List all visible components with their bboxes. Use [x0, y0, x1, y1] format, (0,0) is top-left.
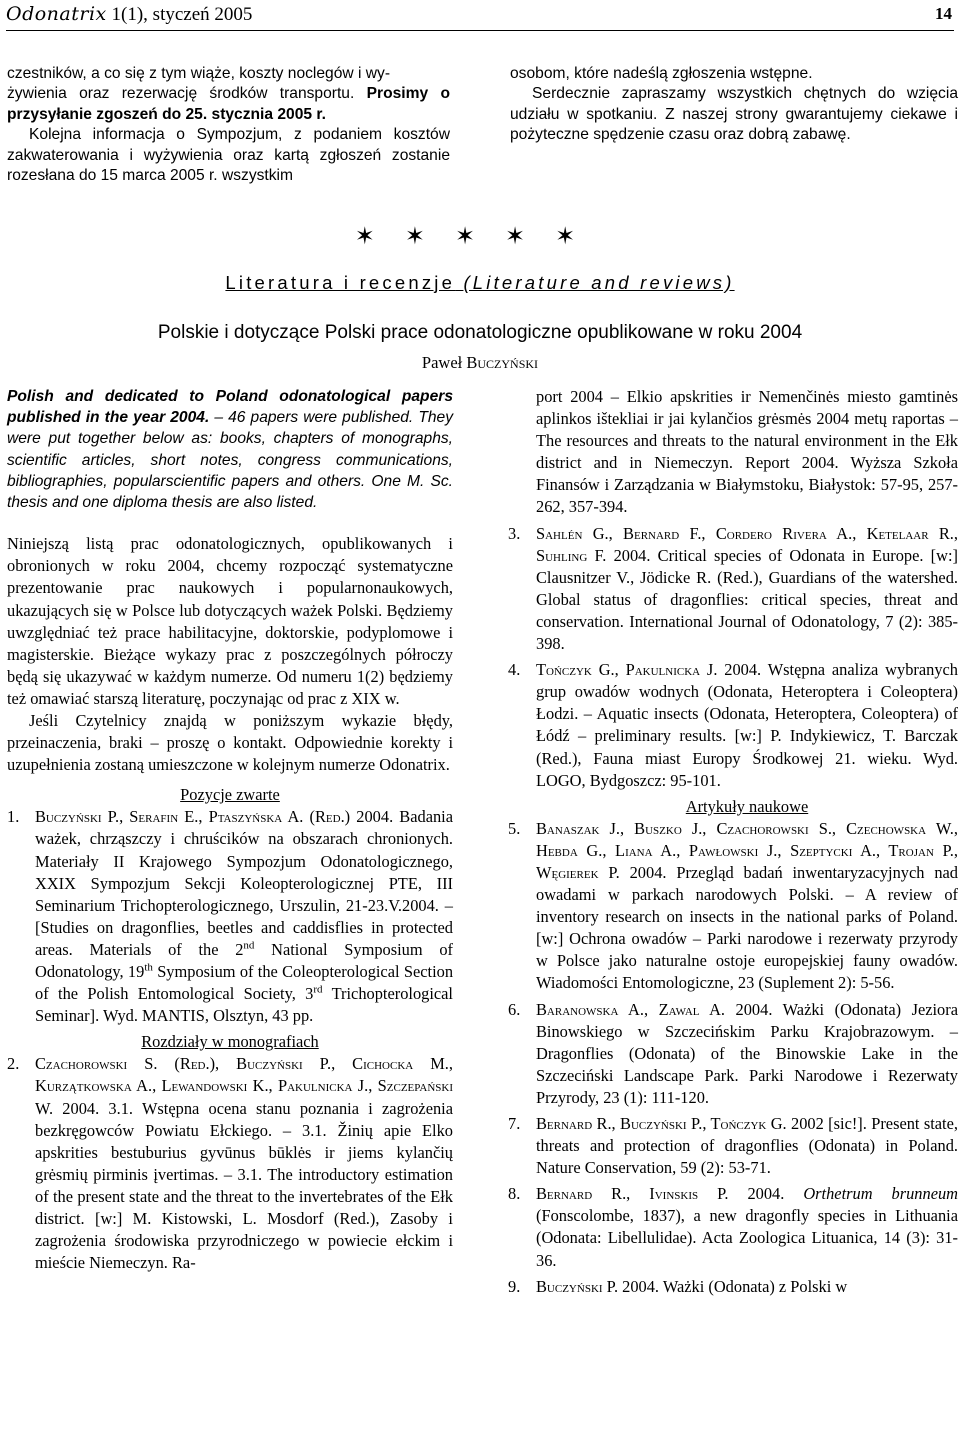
intro-para2: Jeśli Czytelnicy znajdą w poniższym wykazie błędy, przeinaczenia, braki – proszę o kontakt. Odpowiednie korekty i uzupełnienia zostaną umieszczone w kolejnym numerze Odonatrix.	[7, 710, 453, 775]
section-title-en: (Literature and reviews)	[463, 272, 735, 293]
top-right-para1: osobom, które nadeślą zgłoszenia wstępne.	[510, 65, 813, 82]
reference-item: 7. Bernard R., Buczyński P., Tończyk G. 2002 [sic!]. Present state, threats and protection of dragonflies (Odonata) in Poland. Nature Conservation, 59 (2): 53-71.	[508, 1114, 958, 1178]
right-column	[508, 386, 958, 1302]
intro-para1: Niniejszą listą prac odonatologicznych, opublikowanych i obronionych w roku 2004, chcemy rozpocząć systematyczne prezentowanie prac naukowych i popularnonaukowych, ukazujących się w Polsce lub dotyczących ważek Polski. Będziemy uwzględniać też prace habilitacyjne, doktorskie, podyplomowe i magisterskie. Bieżące wykazy prac z poszczególnych półroczy będą się ukazywać w każdym numerze. Od numeru 1(2) będziemy też omawiać starszą literaturę, poczynając od prac z XIX w.	[7, 534, 453, 708]
reference-item: 9. Buczyński P. 2004. Ważki (Odonata) z Polski w	[508, 1276, 848, 1296]
reference-item: 8. Bernard R., Ivinskis P. 2004. Orthetrum brunneum (Fonscolombe, 1837), a new dragonfly species in Lithuania (Odonata: Libellulidae). Acta Zoologica Lituanica, 14 (3): 31-36.	[508, 1184, 958, 1270]
subhead-articles: Artykuły naukowe	[685, 796, 809, 816]
page-number: 14	[935, 4, 952, 23]
journal-name: Odonatrix	[6, 3, 107, 25]
reference-item: 5. Banaszak J., Buszko J., Czachorowski S., Czechowska W., Hebda G., Liana A., Pawłowski J., Szeptycki A., Trojan P., Węgierek P. 2004. Przegląd badań inwentaryzacyjnych nad owadami w parkach narodowych Polski. – A review of inventory research on insects in the national parks of Poland. [w:] Ochrona owadów – Parki narodowe i rezerwaty przyrody w Polsce jako naturalne ostoje europejskiej fauny owadów. Wiadomości Entomologiczne, 23 (Suplement 2): 5-56.	[508, 818, 958, 993]
journal-issue: 1(1), styczeń 2005	[111, 4, 253, 25]
journal-info	[6, 3, 252, 26]
top-left-para1: czestników, a co się z tym wiąże, koszty noclegów i wy- żywienia oraz rezerwację środków transportu. Prosimy o przysyłanie zgoszeń do 25. stycznia 2005 r.	[7, 65, 450, 123]
left-column	[7, 386, 453, 1278]
top-right-para2: Serdecznie zapraszamy wszystkich chętnych do wzięcia udziału w spotkaniu. Z naszej strony gwarantujemy ciekawe i pożyteczne spędzenie czasu oraz dobrą zabawę.	[510, 85, 958, 144]
deadline-bold: Prosimy o przysyłanie zgoszeń do 25. stycznia 2005 r.	[7, 85, 450, 123]
reference-continuation: port 2004 – Elkio apskrities ir Nemenčinės miesto gamtinės aplinkos ištekliai ir jai kylančios grėsmės 2004 metų raportas – The resources and threats to the natural environment in the Ełk district and in Niemeczyn. Report 2004. Wyższa Szkoła Finansów i Zarządzania w Białymstoku, Białystok: 57-95, 257-262, 357-394.	[536, 387, 958, 517]
reference-item: 2. Czachorowski S. (Red.), Buczyński P., Cichocka M., Kurzątkowska A., Lewandowski K., Pakulnicka J., Szczepański W. 2004. 3.1. Wstępna ocena stanu poznania i zagrożenia bezkręgowców Powiatu Ełckiego. – 3.1. Žinių apie Elko apskrities bestuburius gyvūnus būklės ir jiems kylančių grėsmių pirminis įvertimas. – 3.1. The introductory estimation of the present state and the threat to the invertebrates of the Ełk district. [w:] M. Kistowski, L. Mosdorf (Red.), Zasoby i zagrożenia środowiska przyrodniczego w powiecie ełckim i mieście Niemeczyn. Ra-	[7, 1054, 453, 1273]
subhead-books: Pozycje zwarte	[180, 785, 280, 805]
reference-item: 1. Buczyński P., Serafin E., Ptaszyńska A. (Red.) 2004. Badania ważek, chrząszczy i chruścików na obszarach chronionych. Materiały II Krajowego Sympozjum Odonatologicznego, XXIX Sympozjum Sekcji Koleopterologicznej PTE, III Seminarium Trichopterologicznego, Urszulin, 21-23.V.2004. – [Studies on dragonflies, beetles and caddisflies in protected areas. Materials of the 2nd National Symposium of Odonatology, 19th Symposium of the Coleopterological Section of the Polish Entomological Society, 3rd Trichopterological Seminar]. Wyd. MANTIS, Olsztyn, 43 pp.	[7, 807, 454, 1026]
section-separator-stars: ✶✶✶✶✶	[354, 222, 606, 250]
english-abstract: Polish and dedicated to Poland odonatological papers published in the year 2004. – 46 papers were published. They were put together below as: books, chapters of monographs, scientific articles, short notes, congress communications, bibliographies, popularscientific papers and others. One M. Sc. thesis and one diploma thesis are also listed.	[7, 388, 453, 512]
page-header	[6, 0, 954, 31]
reference-item: 4. Tończyk G., Pakulnicka J. 2004. Wstępna analiza wybranych grup owadów wodnych (Odonata, Heteroptera i Coleoptera) Łodzi. – Aquatic insects (Odonata, Heteroptera, Coleoptera) of Łódź – preliminary results. [w:] P. Indykiewicz, T. Barczak (Red.), Fauna miast Europy Środkowej 21. wieku. Wyd. LOGO, Bydgoszcz: 95-101.	[508, 660, 958, 790]
reference-item: 6. Baranowska A., Zawal A. 2004. Ważki (Odonata) Jeziora Binowskiego w Szczecińskim Parku Krajobrazowym. – Dragonflies (Odonata) of the Binowskie Lake in the Szczeciński Landscape Park. Parki Narodowe i Rezerwaty Przyrody, 23 (1): 111-120.	[508, 999, 958, 1107]
section-title-pl: Literatura i recenzje	[225, 272, 456, 293]
article-title: Polskie i dotyczące Polski prace odonatologiczne opublikowane w roku 2004	[157, 322, 803, 343]
reference-item: 3. Sahlén G., Bernard F., Cordero Rivera A., Ketelaar R., Suhling F. 2004. Critical species of Odonata in Europe. [w:] Clausnitzer V., Jödicke R. (Red.), Guardians of the watershed. Global status of dragonflies: critical species, threat and conservation. International Journal of Odonatology, 7 (2): 385-398.	[508, 523, 958, 654]
article-author: Paweł Buczyński	[421, 353, 539, 372]
top-right-column	[510, 64, 958, 146]
top-left-para2: Kolejna informacja o Sympozjum, z podaniem kosztów zakwaterowania i wyżywienia oraz kartą zgłoszeń zostanie rozesłana do 15 marca 2005 r. wszystkim	[7, 126, 450, 185]
section-title	[0, 272, 960, 294]
subhead-chapters: Rozdziały w monografiach	[141, 1032, 319, 1052]
top-left-column	[7, 64, 450, 186]
